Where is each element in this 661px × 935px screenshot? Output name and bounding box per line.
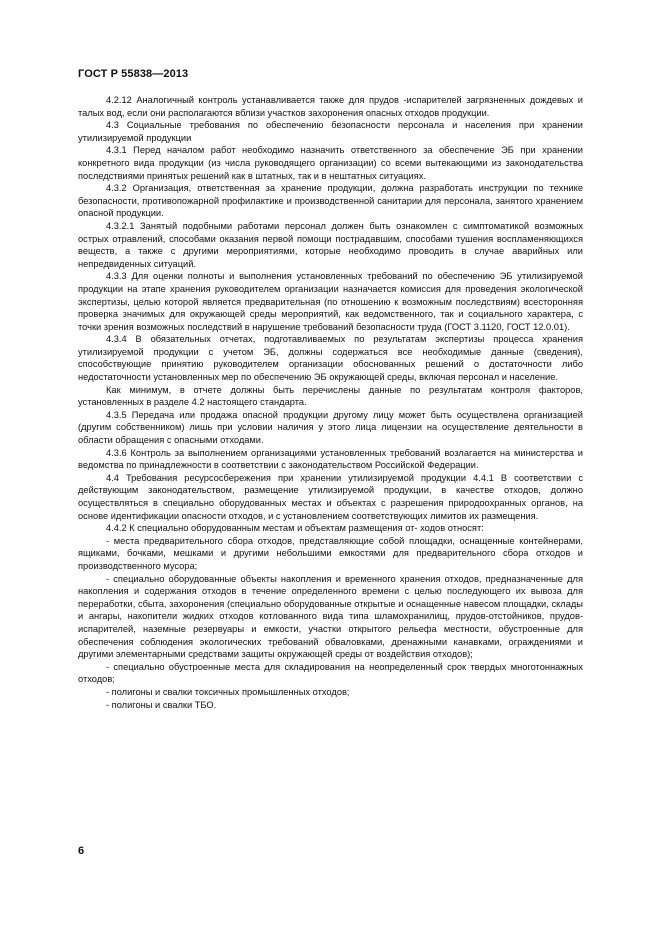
list-item-storage-facilities: - специально оборудованные объекты накопления и временного хранения отходов, предназначенные для накопления и содержания отходов в течение определенного времени с целью последующего их вывоза для переработки, сбыта, захоронения (специально оборудованные открытые и оснащенные навесом площадки, склады и ангары, накопители жидких отходов котлованного вида типа шламохранилищ, прудов-отстойников, прудов-испарителей, наземные резервуары и емкости, участки открытого рельефа местности, обустроенные для обеспечения соблюдения экологических требований обваловками, дренажными канавками, ограждениями и другими элементарными средствами защиты окружающей среды от воздействия отходов); — [78, 573, 583, 660]
paragraph-4-4-2: 4.4.2 К специально оборудованным местам и объектам размещения от- ходов относят: — [106, 523, 484, 534]
page-number: 6 — [78, 845, 85, 857]
paragraph-4-3: 4.3 Социальные требования по обеспечению безопасности персонала и населения при хранении утилизируемой продукции — [78, 120, 583, 143]
list-item-collection-sites: - места предварительного сбора отходов, представляющие собой площадки, оснащенные контейнерами, ящиками, бочками, мешками и другими небольшими емкостями для предварительного сбора отходов и производственного мусора; — [78, 535, 583, 571]
list-item-msw-landfills: - полигоны и свалки ТБО. — [106, 699, 217, 710]
list-item-bulk-storage: - специально обустроенные места для складирования на неопределенный срок твердых многотоннажных отходов; — [78, 661, 583, 685]
paragraph-4-3-2: 4.3.2 Организация, ответственная за хранение продукции, должна разработать инструкции по технике безопасности, противопожарной профилактике и производственной санитарии для персонала, занятого хранением опасной продукции. — [78, 183, 583, 219]
paragraph-4-3-2-1: 4.3.2.1 Занятый подобными работами персонал должен быть ознакомлен с симптоматикой возможных острых отравлений, способами оказания первой помощи пострадавшим, способами тушения воспламеняющихся веществ, а также с другими мероприятиями, которые необходимо проводить в случае аварийных или непредвиденных ситуаций. — [78, 220, 583, 269]
paragraph-report-minimum: Как минимум, в отчете должны быть перечислены данные по результатам контроля факторов, установленных в разделе 4.2 настоящего стандарта. — [78, 384, 583, 408]
list-item-toxic-landfills: - полигоны и свалки токсичных промышленных отходов; — [106, 686, 350, 697]
paragraph-4-3-5: 4.3.5 Передача или продажа опасной продукции другому лицу может быть осуществлена организацией (другим собственником) лишь при условии наличия у этого лица лицензии на осуществление деятельности в области обращения с опасными отходами. — [78, 409, 583, 446]
paragraph-4-3-4: 4.3.4 В обязательных отчетах, подготавливаемых по результатам экспертизы процесса хранения утилизируемой продукции с учетом ЭБ, должны содержаться все необходимые данные (сведения), способствующие принятию руководителем организации обоснованных решений о достаточности либо недостаточности установленных мер по обеспечению ЭБ окружающей среды, включая персонал и население. — [78, 334, 583, 383]
paragraph-4-4: 4.4 Требования ресурсосбережения при хранении утилизируемой продукции 4.4.1 В соответствии с действующим законодательством, размещение утилизируемой продукции, в качестве отходов, должно осуществляться в специально оборудованных местах и объектах с разрешения природоохранных органов, на основе идентификации опасности отходов, и с установлением соответствующих лимитов их размещения. — [78, 472, 583, 521]
paragraph-4-3-6: 4.3.6 Контроль за выполнением организациями установленных требований возлагается на министерства и ведомства по принадлежности в соответствии с законодательством Российской Федерации. — [78, 447, 583, 471]
document-body — [78, 94, 583, 711]
paragraph-4-3-1: 4.3.1 Перед началом работ необходимо назначить ответственного за обеспечение ЭБ при хранении конкретного вида продукции (из числа руководящего организации) со всеми вытекающими из законодательства последствиями принятых решений как в штатных, так и в нештатных ситуациях. — [78, 145, 583, 181]
paragraph-4-2-12: 4.2.12 Аналогичный контроль устанавливается также для прудов -испарителей загрязненных дождевых и талых вод, если они располагаются вблизи участков захоронения опасных отходов продукции. — [78, 95, 583, 118]
document-header: ГОСТ Р 55838—2013 — [78, 68, 189, 80]
paragraph-4-3-3: 4.3.3 Для оценки полноты и выполнения установленных требований по обеспечению ЭБ утилизируемой продукции на этапе хранения руководителем организации назначается комиссия для проведения экологической экспертизы, целью которой является предварительная (по отношению к возможным последствиям) всесторонняя проверка значимых для окружающей среды мероприятий, как ведомственного, так и социального характера, с точки зрения возможных последствий в нарушение требований безопасности труда (ГОСТ 3.1120, ГОСТ 12.0.01). — [78, 271, 583, 332]
